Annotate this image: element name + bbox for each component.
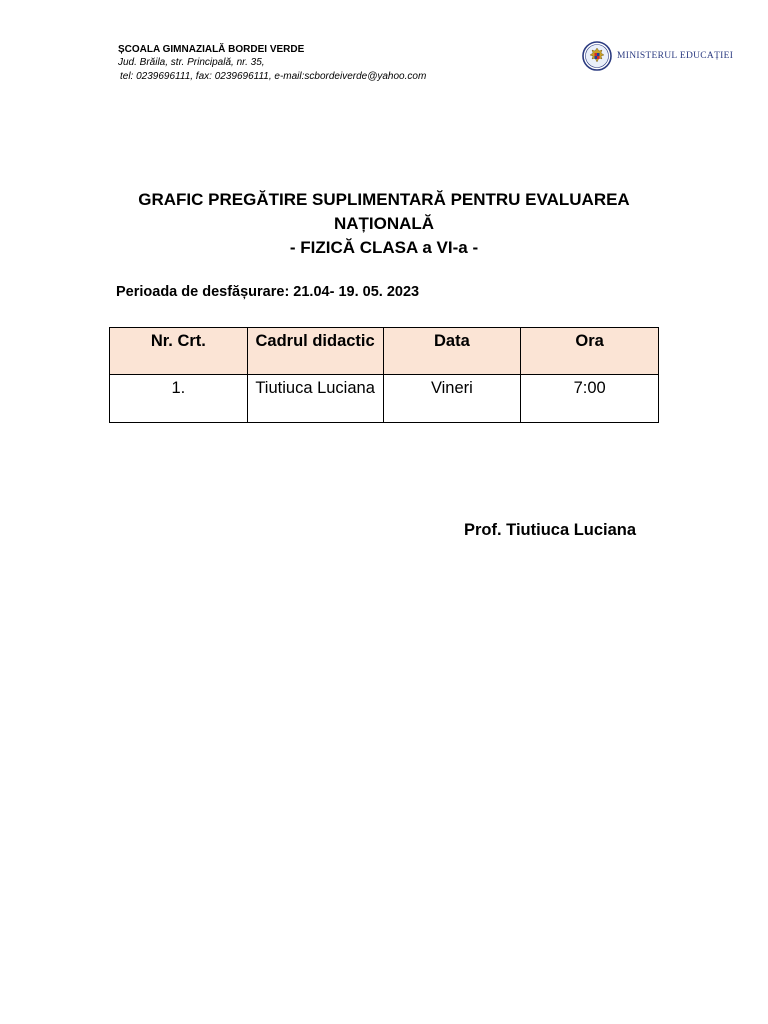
table-row xyxy=(110,375,659,423)
column-header: Ora xyxy=(521,328,659,375)
table-cell: 7:00 xyxy=(521,375,659,423)
romanian-coat-of-arms-icon xyxy=(582,41,612,71)
schedule-table xyxy=(109,327,659,423)
school-address: Jud. Brăila, str. Principală, nr. 35, xyxy=(118,57,265,68)
title-line-1: GRAFIC PREGĂTIRE SUPLIMENTARĂ PENTRU EVALUAREA xyxy=(138,190,630,209)
ministry-logo xyxy=(582,41,733,71)
signature: Prof. Tiutiuca Luciana xyxy=(464,521,637,539)
document-title xyxy=(0,188,768,260)
ministry-name: MINISTERUL EDUCAȚIEI xyxy=(617,51,734,61)
school-contact: tel: 0239696111, fax: 0239696111, e-mail:scbordeiverde@yahoo.com xyxy=(120,71,427,82)
period-line: Perioada de desfășurare: 21.04- 19. 05. 2023 xyxy=(116,284,420,300)
table-cell: 1. xyxy=(110,375,248,423)
column-header: Nr. Crt. xyxy=(110,328,248,375)
table-cell: Tiutiuca Luciana xyxy=(247,375,383,423)
title-line-2: NAȚIONALĂ xyxy=(333,214,435,233)
letterhead xyxy=(118,43,426,84)
column-header: Data xyxy=(383,328,521,375)
school-name: ȘCOALA GIMNAZIALĂ BORDEI VERDE xyxy=(118,44,305,55)
title-line-3: - FIZICĂ CLASA a VI-a - xyxy=(289,238,479,257)
table-header-row xyxy=(110,328,659,375)
column-header: Cadrul didactic xyxy=(247,328,383,375)
table-cell: Vineri xyxy=(383,375,521,423)
